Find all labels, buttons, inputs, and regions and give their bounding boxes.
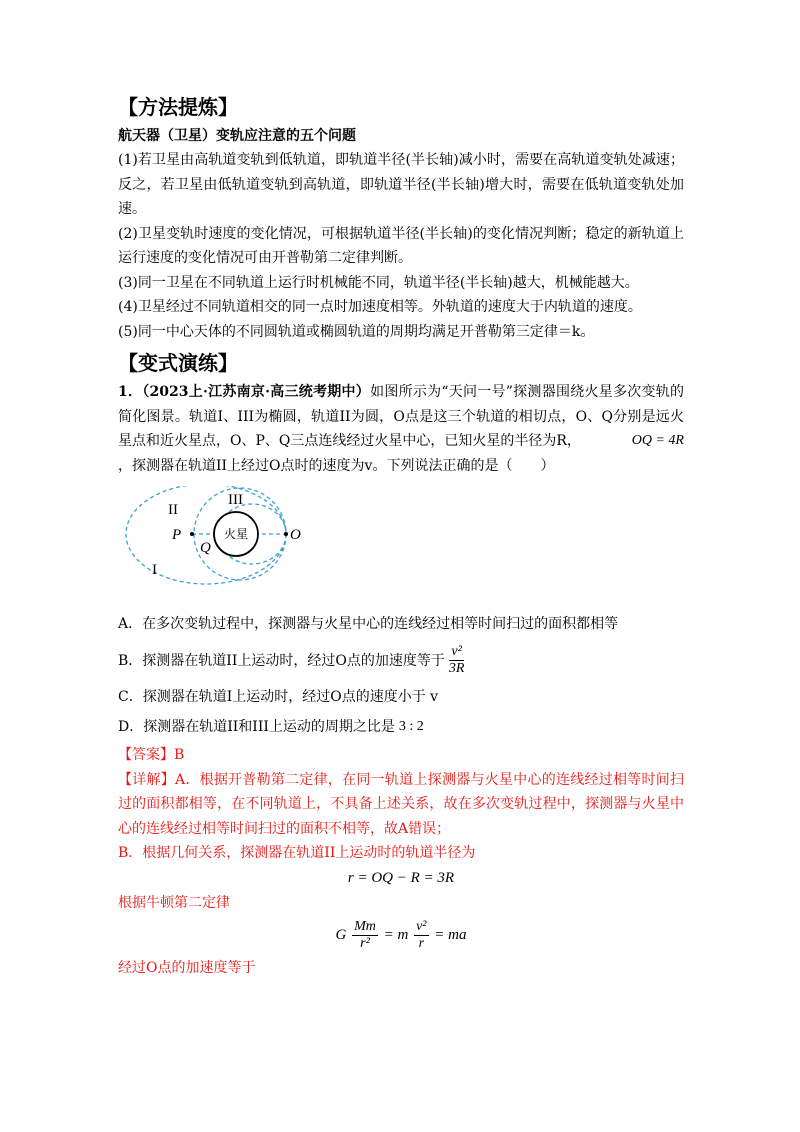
eq-G: G: [335, 926, 347, 943]
practice-section-title: 【变式演练】: [118, 351, 238, 375]
method-point-4: (4)卫星经过不同轨道相交的同一点时加速度相等。外轨道的速度大于内轨道的速度。: [118, 299, 642, 315]
method-point-3: (3)同一卫星在不同轨道上运行时机械能不同，轨道半径(半长轴)越大，机械能越大。: [118, 274, 639, 291]
option-D: [118, 717, 684, 737]
label-point-O: O: [290, 527, 301, 543]
option-A: A．在多次变轨过程中，探测器与火星中心的连线经过相等时间扫过的面积都相等: [118, 616, 619, 632]
equation-orbit-radius: r = OQ − R = 3R: [347, 869, 455, 886]
label-point-P: P: [172, 527, 182, 543]
eq-mid: = m: [383, 926, 409, 943]
label-point-Q: Q: [200, 540, 211, 556]
question-stem: [118, 380, 684, 478]
option-D-text: D．探测器在轨道II和III上运动的周期之比是: [118, 719, 395, 735]
option-D-ratio: 3 : 2: [398, 719, 424, 734]
option-B-text: B．探测器在轨道II上运动时，经过O点的加速度等于: [118, 652, 445, 669]
question-stem-equation: OQ = 4R: [631, 433, 684, 448]
document-page: [118, 92, 684, 981]
method-point-2: (2)卫星变轨时速度的变化情况，可根据轨道半径(半长轴)的变化情况判断；稳定的新轨道上运行速度的变化情况可由开普勒第二定律判断。: [118, 225, 684, 266]
option-B-denominator: 3R: [448, 661, 465, 676]
point-P-dot: [190, 532, 194, 536]
eq-den-2: r: [418, 936, 425, 951]
method-subtitle: 航天器（卫星）变轨应注意的五个问题: [118, 128, 356, 144]
eq-num-2: v²: [416, 919, 427, 934]
answer-line: 【答案】B: [118, 747, 185, 763]
method-point-1: (1)若卫星由高轨道变轨到低轨道，即轨道半径(半长轴)减小时，需要在高轨道变轨处减速；反之，若卫星由低轨道变轨到高轨道，即轨道半径(半长轴)增大时，需要在低轨道变轨处加速。: [118, 152, 684, 217]
orbit-diagram: [122, 486, 312, 596]
equation-newton: [118, 919, 684, 952]
eq-fraction-1: [352, 919, 378, 952]
question-stem-part-1: 如图所示为“天问一号”探测器围绕火星多次变轨的简化图景。轨道I、III为椭圆，轨道II为圆，O点是这三个轨道的相切点，O、Q分别是远火星点和近火星点，O、P、Q三点连线经过火星中心，已知火星的半径为R，: [118, 384, 684, 449]
option-B: [118, 644, 684, 677]
question-source: （2023上·江苏南京·高三统考期中）: [142, 384, 371, 400]
label-orbit-III: III: [228, 492, 243, 508]
label-orbit-II: II: [168, 502, 178, 518]
explanation-B-intro: B．根据几何关系，探测器在轨道II上运动时的轨道半径为: [118, 845, 476, 861]
option-C: C．探测器在轨道I上运动时，经过O点的速度小于 v: [118, 689, 439, 705]
option-B-numerator: v²: [451, 644, 462, 659]
eq-end: = ma: [434, 926, 467, 943]
label-mars: 火星: [224, 527, 249, 541]
question-number: 1．: [118, 384, 143, 400]
eq-fraction-2: [414, 919, 428, 952]
option-B-fraction: [447, 644, 467, 677]
explanation-newton: 根据牛顿第二定律: [118, 894, 230, 911]
eq-num-1: Mm: [354, 919, 376, 934]
explanation-A: 【详解】A．根据开普勒第二定律，在同一轨道上探测器与火星中心的连线经过相等时间扫过的面积都相等，在不同轨道上，不具备上述关系，故在多次变轨过程中，探测器与火星中心的连线经过相等时间扫过的面积不相等，故A错误；: [118, 771, 684, 837]
label-orbit-I: I: [152, 562, 157, 578]
method-point-5: (5)同一中心天体的不同圆轨道或椭圆轨道的周期均满足开普勒第三定律＝k。: [118, 323, 595, 340]
explanation-acceleration: 经过O点的加速度等于: [118, 960, 256, 976]
method-section-title: 【方法提炼】: [118, 95, 238, 119]
question-stem-part-2: ，探测器在轨道II上经过O点时的速度为v。下列说法正确的是（ ）: [118, 457, 555, 474]
orbit-I-ellipse: [126, 486, 286, 584]
eq-den-1: r²: [360, 936, 370, 951]
point-O-dot: [284, 532, 288, 536]
